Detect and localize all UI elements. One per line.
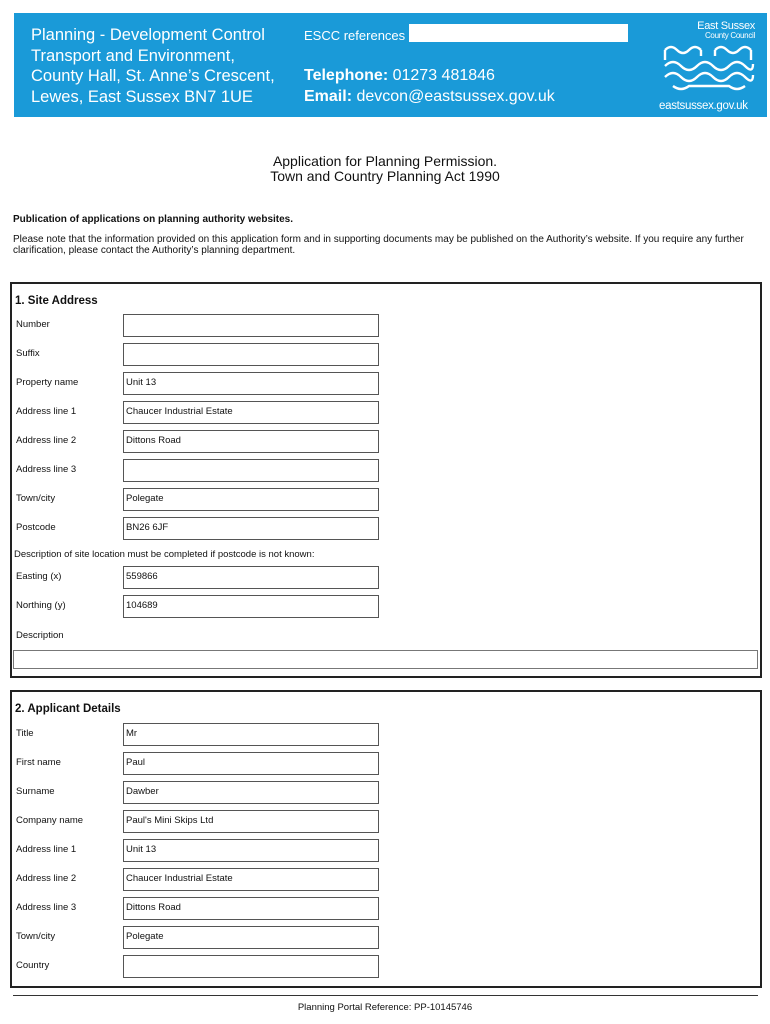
header-banner	[14, 13, 767, 117]
company-name-field[interactable]: Paul's Mini Skips Ltd	[123, 810, 379, 833]
applicant-details-section	[10, 690, 762, 988]
number-field[interactable]	[123, 314, 379, 337]
section-title: 1. Site Address	[15, 295, 98, 307]
planning-portal-reference: Planning Portal Reference: PP-10145746	[297, 1002, 473, 1013]
section-title: 2. Applicant Details	[15, 703, 121, 715]
site-address-section	[10, 282, 762, 678]
description-field[interactable]	[13, 650, 758, 669]
address-line: Transport and Environment,	[31, 46, 235, 65]
suffix-label: Suffix	[16, 348, 40, 359]
surname-field[interactable]: Dawber	[123, 781, 379, 804]
postcode-label: Postcode	[16, 522, 56, 533]
logo-url: eastsussex.gov.uk	[659, 100, 748, 112]
telephone-value: 01273 481846	[392, 67, 495, 84]
address-line-1-field[interactable]: Chaucer Industrial Estate	[123, 401, 379, 424]
address-line-1-label: Address line 1	[16, 406, 77, 417]
contact-details	[304, 65, 555, 107]
logo-name: East Sussex County Council	[697, 20, 755, 40]
company-name-label: Company name	[16, 815, 84, 826]
postcode-field[interactable]: BN26 6JF	[123, 517, 379, 540]
waves-icon	[663, 42, 755, 94]
number-label: Number	[16, 319, 50, 330]
first-name-field[interactable]: Paul	[123, 752, 379, 775]
applicant-address-line-3-label: Address line 3	[16, 902, 77, 913]
applicant-town-city-field[interactable]: Polegate	[123, 926, 379, 949]
address-line: Planning - Development Control	[31, 26, 265, 44]
surname-label: Surname	[16, 786, 55, 797]
email-value: devcon@eastsussex.gov.uk	[356, 88, 555, 105]
applicant-address-line-1-field[interactable]: Unit 13	[123, 839, 379, 862]
suffix-field[interactable]	[123, 343, 379, 366]
escc-references-field[interactable]	[409, 24, 628, 42]
town-city-label: Town/city	[16, 493, 56, 504]
address-line-2-label: Address line 2	[16, 435, 77, 446]
applicant-address-line-3-field[interactable]: Dittons Road	[123, 897, 379, 920]
title-label: Title	[16, 728, 34, 739]
address-line-3-field[interactable]	[123, 459, 379, 482]
council-address	[31, 25, 275, 107]
footer-divider	[13, 995, 758, 996]
country-label: Country	[16, 960, 50, 971]
publication-heading: Publication of applications on planning authority websites.	[13, 214, 294, 225]
northing-field[interactable]: 104689	[123, 595, 379, 618]
description-label: Description	[16, 630, 64, 641]
country-field[interactable]	[123, 955, 379, 978]
publication-text: Please note that the information provided on this application form and in supporting documents may be published on the Authority’s website. If you require any further clarification, please contact the Authority’s planning department.	[13, 234, 744, 256]
escc-references-label: ESCC references	[304, 28, 406, 43]
title-field[interactable]: Mr	[123, 723, 379, 746]
applicant-town-city-label: Town/city	[16, 931, 56, 942]
telephone-label: Telephone:	[304, 67, 389, 84]
town-city-field[interactable]: Polegate	[123, 488, 379, 511]
applicant-address-line-1-label: Address line 1	[16, 844, 77, 855]
address-line-3-label: Address line 3	[16, 464, 77, 475]
northing-label: Northing (y)	[16, 600, 66, 611]
applicant-address-line-2-label: Address line 2	[16, 873, 77, 884]
easting-label: Easting (x)	[16, 571, 62, 582]
first-name-label: First name	[16, 757, 61, 768]
property-name-field[interactable]: Unit 13	[123, 372, 379, 395]
form-title: Application for Planning Permission. Town and Country Planning Act 1990	[270, 153, 500, 184]
address-line: Lewes, East Sussex BN7 1UE	[31, 87, 253, 106]
east-sussex-logo	[659, 22, 757, 110]
address-line-2-field[interactable]: Dittons Road	[123, 430, 379, 453]
location-note: Description of site location must be completed if postcode is not known:	[14, 549, 315, 560]
easting-field[interactable]: 559866	[123, 566, 379, 589]
email-label: Email:	[304, 88, 353, 105]
applicant-address-line-2-field[interactable]: Chaucer Industrial Estate	[123, 868, 379, 891]
address-line: County Hall, St. Anne’s Crescent,	[31, 67, 275, 85]
property-name-label: Property name	[16, 377, 79, 388]
